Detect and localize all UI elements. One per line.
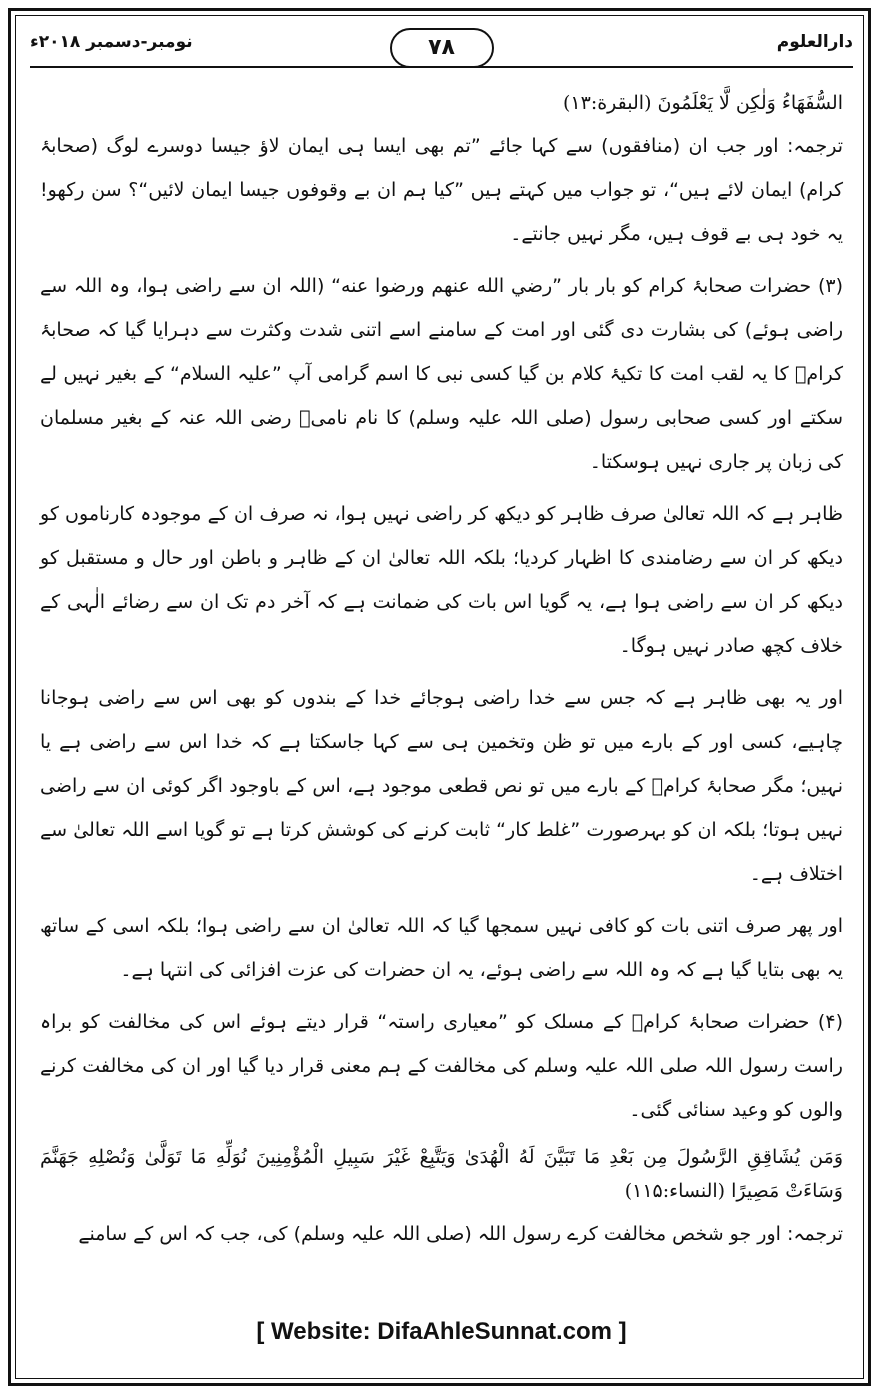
quran-verse-fragment: السُّفَهَاءُ وَلٰكِن لَّا يَعْلَمُونَ (البقرة:۱۳): [562, 92, 843, 114]
page-number-badge: ۷۸: [390, 28, 494, 68]
point-four-paragraph: (۴) حضرات صحابۂ کرامؓ کے مسلک کو ”معیاری راستہ“ قرار دیتے ہوئے اس کی مخالفت کو براہ راست رسول اللہ صلی اللہ علیہ وسلم کی مخالفت کے ہم معنی قرار دیا گیا اور ان کی مخالفت کرنے والوں کو وعید سنائی گئی۔: [40, 1011, 843, 1121]
magazine-title: دارالعلوم: [776, 32, 853, 52]
point-three-paragraph: (۳) حضرات صحابۂ کرام کو بار بار ”رضي الله عنهم ورضوا عنه“ (اللہ ان سے راضی ہوا، وہ اللہ سے راضی ہوئے) کی بشارت دی گئی اور امت کے سامنے اسے اتنی شدت وکثرت سے دہرایا گیا کہ صحابۂ کرامؓ کا یہ لقب امت کا تکیۂ کلام بن گیا کسی نبی کا اسم گرامی آپ ”علیہ السلام“ کے بغیر نہیں لے سکتے اور کسی صحابی رسول (صلی اللہ علیہ وسلم) کا نام نامیؓ رضی اللہ عنہ کے بغیر مسلمان کی زبان پر جاری نہیں ہوسکتا۔: [40, 275, 843, 473]
page-header: [30, 28, 853, 68]
body-paragraph: ظاہر ہے کہ اللہ تعالیٰ صرف ظاہر کو دیکھ کر راضی نہیں ہوا، نہ صرف ان کے موجودہ کارناموں کو دیکھ کر ان سے رضامندی کا اظہار کردیا؛ بلکہ اللہ تعالیٰ ان کے ظاہر و باطن اور حال و مستقبل کو دیکھ کر ان سے راضی ہوا ہے، یہ گویا اس بات کی ضمانت ہے کہ آخر دم تک ان سے رضائے الٰہی کے خلاف کچھ صادر نہیں ہوگا۔: [40, 503, 843, 657]
body-paragraph: اور یہ بھی ظاہر ہے کہ جس سے خدا راضی ہوجائے خدا کے بندوں کو بھی اس سے راضی ہوجانا چاہیے، کسی اور کے بارے میں تو ظن وتخمین ہی سے کہا جاسکتا ہے کہ خدا اس سے راضی ہے یا نہیں؛ مگر صحابۂ کرامؓ کے بارے میں تو نص قطعی موجود ہے، اس کے باوجود اگر کوئی ان سے راضی نہیں ہوتا؛ بلکہ ان کو بہرصورت ”غلط کار“ ثابت کرنے کی کوشش کرتا ہے تو گویا اسے اللہ تعالیٰ سے اختلاف ہے۔: [40, 687, 843, 885]
quran-verse: وَمَن يُشَاقِقِ الرَّسُولَ مِن بَعْدِ مَا تَبَيَّنَ لَهُ الْهُدَىٰ وَيَتَّبِعْ غَيْرَ سَبِيلِ الْمُؤْمِنِينَ نُوَلِّهِ مَا تَوَلَّىٰ وَنُصْلِهِ جَهَنَّمَ وَسَاءَتْ مَصِيرًا (النساء:۱۱۵): [40, 1146, 843, 1202]
translation-paragraph: ترجمہ: اور جب ان (منافقوں) سے کہا جائے ”تم بھی ایسا ہی ایمان لاؤ جیسا دوسرے لوگ (صحابۂ کرام) ایمان لائے ہیں“، تو جواب میں کہتے ہیں ”کیا ہم ان بے وقوفوں جیسا ایمان لائیں“؟ سن رکھو! یہ خود ہی بے قوف ہیں، مگر نہیں جانتے۔: [40, 135, 843, 245]
translation-paragraph: ترجمہ: اور جو شخص مخالفت کرے رسول اللہ (صلی اللہ علیہ وسلم) کی، جب کہ اس کے سامنے: [78, 1223, 843, 1245]
body-paragraph: اور پھر صرف اتنی بات کو کافی نہیں سمجھا گیا کہ اللہ تعالیٰ ان سے راضی ہوا؛ بلکہ اسی کے ساتھ یہ بھی بتایا گیا ہے کہ وہ اللہ سے راضی ہوئے، یہ ان حضرات کی عزت افزائی کی انتہا ہے۔: [40, 915, 843, 981]
website-footer: [ Website: DifaAhleSunnat.com ]: [256, 1318, 627, 1345]
issue-date: نومبر-دسمبر ۲۰۱۸ء: [30, 32, 193, 52]
article-body: [40, 86, 843, 1318]
